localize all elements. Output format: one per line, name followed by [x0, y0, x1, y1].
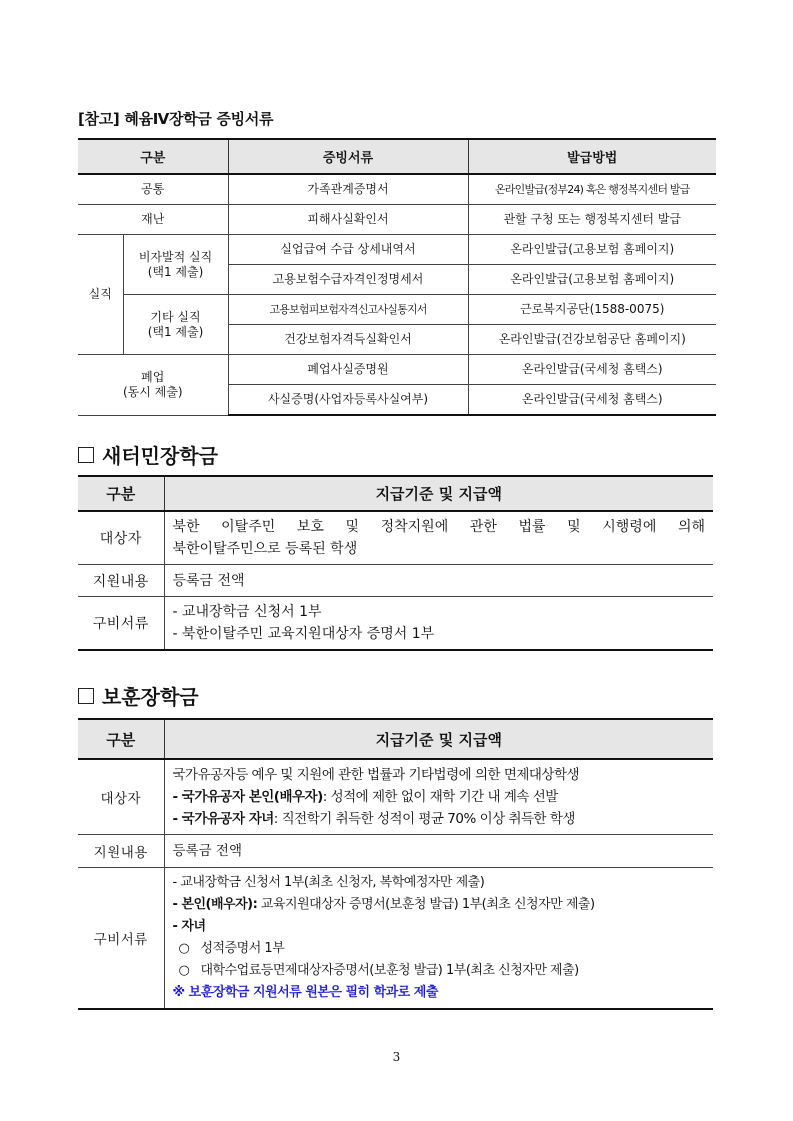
row-method: 온라인발급(국세청 홈택스): [468, 385, 716, 416]
document-text: 교육지원대상자 증명서(보훈청 발급) 1부(최초 신청자만 제출): [257, 897, 595, 912]
reference-title: [참고] 혜윰Ⅳ장학금 증빙서류: [78, 110, 274, 128]
row-document: 사실증명(사업자등록사실여부): [228, 385, 468, 416]
header-method: 발급방법: [468, 139, 716, 174]
row-document: 건강보험자격득실확인서: [228, 325, 468, 355]
table-row: [78, 295, 716, 325]
sub-item-text: 대학수업료등면제대상자증명서(보훈청 발급) 1부(최초 신청자만 제출): [200, 963, 579, 978]
target-line: 북한 이탈주민 보호 및 정착지원에 관한 법률 및 시행령에 의해: [172, 519, 705, 535]
document-sub-item: [173, 960, 706, 982]
row-document: 폐업사실증명원: [228, 355, 468, 385]
row-content: [164, 868, 713, 1010]
row-document: 가족관계증명서: [228, 174, 468, 205]
row-content: 등록금 전액: [164, 565, 713, 597]
row-document: 고용보험피보험자격신고사실통지서: [228, 295, 468, 325]
header-category: 구분: [78, 719, 164, 759]
table-row: [78, 835, 713, 868]
checkbox-square-icon: [78, 688, 94, 704]
target-text: : 직전학기 취득한 성적이 평균 70% 이상 취득한 학생: [273, 811, 575, 827]
table-row: [78, 511, 713, 565]
bohun-table: [78, 718, 713, 1010]
table-header-row: [78, 139, 716, 174]
row-subcategory: [123, 235, 228, 295]
subcategory-label: 기타 실직: [150, 309, 201, 324]
document-item: - 자녀: [172, 919, 206, 934]
document-item: - 교내장학금 신청서 1부(최초 신청자, 복학예정자만 제출): [172, 875, 485, 890]
section-title-text: 새터민장학금: [102, 444, 218, 468]
row-method: 온라인발급(고용보험 홈페이지): [468, 235, 716, 265]
page-number: 3: [392, 1050, 401, 1064]
row-method: 온라인발급(건강보험공단 홈페이지): [468, 325, 716, 355]
target-line: 북한이탈주민으로 등록된 학생: [172, 541, 358, 557]
header-category: 구분: [78, 476, 164, 511]
table-row: [78, 355, 716, 385]
row-content: [164, 597, 713, 651]
table-row: [78, 868, 713, 1010]
row-label: 대상자: [78, 511, 164, 565]
target-line: 국가유공자등 예우 및 지원에 관한 법률과 기타법령에 의한 면제대상학생: [172, 767, 580, 783]
saeteomin-table: [78, 475, 713, 651]
row-label: 대상자: [78, 759, 164, 835]
sub-item-text: 성적증명서 1부: [200, 941, 285, 956]
checkbox-square-icon: [78, 447, 94, 463]
submission-notice: ※ 보훈장학금 지원서류 원본은 필히 학과로 제출: [172, 985, 438, 1000]
subcategory-label: 비자발적 실직: [138, 249, 213, 264]
reference-documents-table: [78, 138, 716, 416]
row-label: 구비서류: [78, 597, 164, 651]
row-subcategory: [123, 295, 228, 355]
row-content: [164, 511, 713, 565]
subcategory-note: (택1 제출): [147, 264, 204, 279]
row-category: 실직: [78, 235, 123, 355]
saeteomin-section-title: [78, 440, 218, 469]
section-title-text: 보훈장학금: [102, 685, 199, 709]
row-category: 공통: [78, 174, 228, 205]
target-text: : 성적에 제한 없이 재학 기간 내 계속 선발: [322, 789, 558, 805]
subcategory-note: (택1 제출): [147, 324, 204, 339]
header-criteria: 지급기준 및 지급액: [164, 476, 713, 511]
document-item: - 교내장학금 신청서 1부: [172, 604, 322, 620]
header-category: 구분: [78, 139, 228, 174]
table-row: [78, 565, 713, 597]
table-row: [78, 597, 713, 651]
row-document: 고용보험수급자격인정명세서: [228, 265, 468, 295]
row-category: 재난: [78, 205, 228, 235]
row-category: [78, 355, 228, 416]
row-method: 관할 구청 또는 행정복지센터 발급: [468, 205, 716, 235]
circle-bullet-icon: ○: [178, 941, 190, 956]
document-item: - 북한이탈주민 교육지원대상자 증명서 1부: [172, 626, 435, 642]
target-line: [173, 808, 706, 830]
row-label: 구비서류: [78, 868, 164, 1010]
document-bold: - 본인(배우자):: [172, 897, 258, 912]
row-content: 등록금 전액: [164, 835, 713, 868]
row-method: 근로복지공단(1588-0075): [468, 295, 716, 325]
table-row: [78, 174, 716, 205]
row-method: 온라인발급(국세청 홈택스): [468, 355, 716, 385]
category-note: (동시 제출): [122, 384, 183, 399]
category-label: 폐업: [141, 369, 165, 384]
circle-bullet-icon: ○: [178, 963, 190, 978]
header-document: 증빙서류: [228, 139, 468, 174]
document-item: [173, 894, 706, 916]
row-label: 지원내용: [78, 835, 164, 868]
table-header-row: [78, 719, 713, 759]
table-row: [78, 235, 716, 265]
row-method: 온라인발급(정부24) 혹은 행정복지센터 발급: [468, 174, 716, 205]
document-sub-item: [173, 938, 706, 960]
row-content: [164, 759, 713, 835]
row-document: 실업급여 수급 상세내역서: [228, 235, 468, 265]
target-line: [173, 786, 706, 808]
row-document: 피해사실확인서: [228, 205, 468, 235]
table-row: [78, 759, 713, 835]
table-row: [78, 205, 716, 235]
table-header-row: [78, 476, 713, 511]
bohun-section-title: [78, 681, 199, 710]
row-label: 지원내용: [78, 565, 164, 597]
header-criteria: 지급기준 및 지급액: [164, 719, 713, 759]
target-bold: - 국가유공자 본인(배우자): [172, 789, 323, 805]
row-method: 온라인발급(고용보험 홈페이지): [468, 265, 716, 295]
target-bold: - 국가유공자 자녀: [172, 811, 274, 827]
